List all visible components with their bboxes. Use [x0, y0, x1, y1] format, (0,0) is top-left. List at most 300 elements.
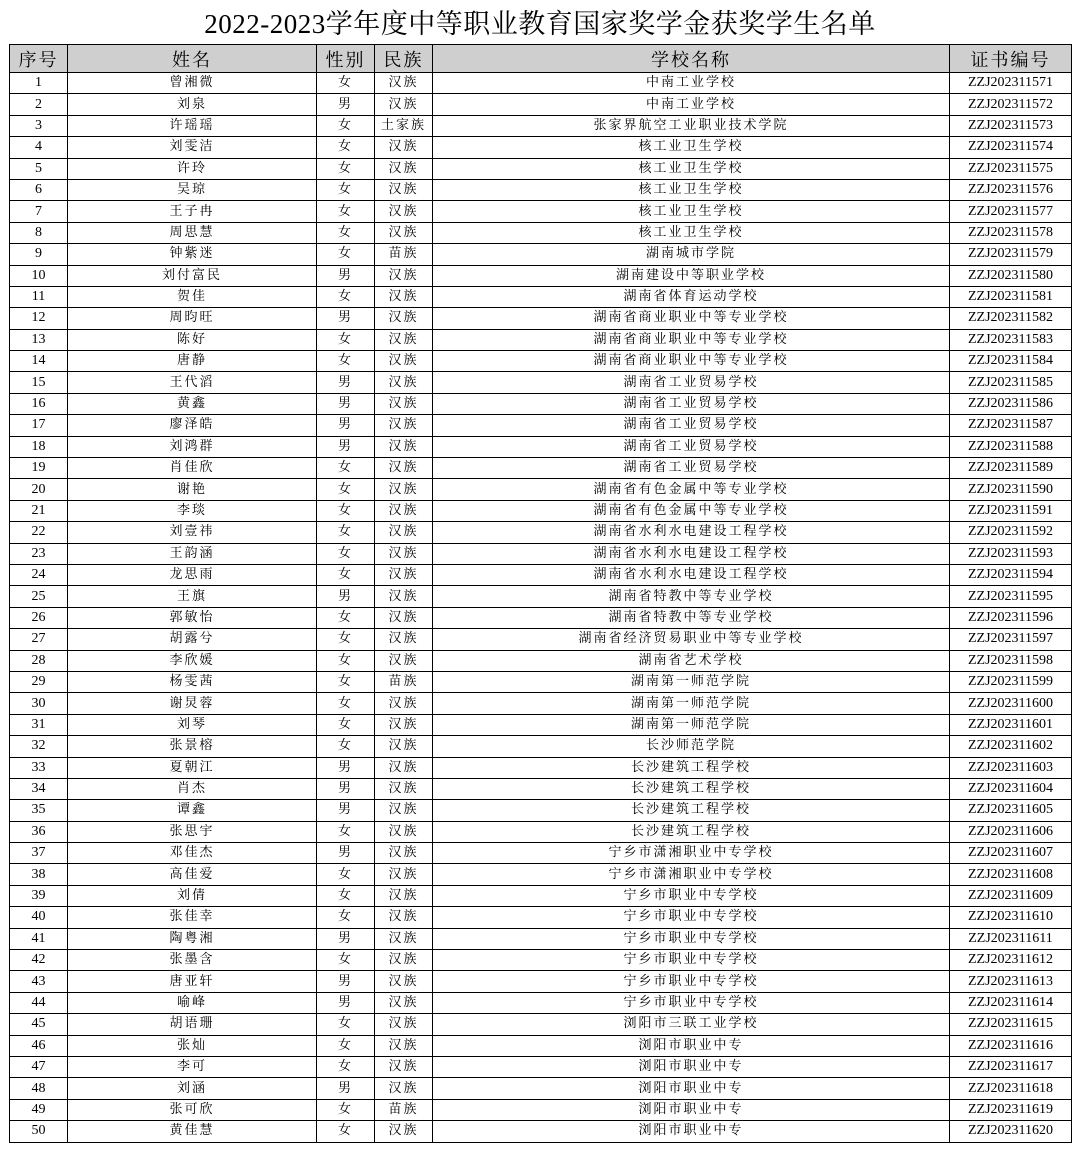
cell-ethnicity: 汉族	[375, 736, 433, 757]
table-row	[10, 222, 1072, 243]
cell-certificate-number: ZZJ202311611	[950, 928, 1072, 949]
cell-certificate-number: ZZJ202311620	[950, 1121, 1072, 1142]
header-school: 学校名称	[433, 45, 950, 73]
cell-serial-number: 12	[10, 308, 68, 329]
cell-name: 吴琼	[68, 179, 317, 200]
cell-certificate-number: ZZJ202311602	[950, 736, 1072, 757]
cell-ethnicity: 汉族	[375, 821, 433, 842]
cell-serial-number: 21	[10, 500, 68, 521]
cell-certificate-number: ZZJ202311600	[950, 693, 1072, 714]
cell-certificate-number: ZZJ202311598	[950, 650, 1072, 671]
cell-school: 浏阳市三联工业学校	[433, 1014, 950, 1035]
cell-name: 胡露兮	[68, 629, 317, 650]
cell-school: 湖南城市学院	[433, 244, 950, 265]
cell-gender: 女	[317, 201, 375, 222]
table-row	[10, 436, 1072, 457]
cell-school: 湖南省水利水电建设工程学校	[433, 564, 950, 585]
cell-name: 张可欣	[68, 1099, 317, 1120]
cell-name: 刘泉	[68, 94, 317, 115]
table-row	[10, 286, 1072, 307]
cell-gender: 男	[317, 778, 375, 799]
cell-certificate-number: ZZJ202311616	[950, 1035, 1072, 1056]
cell-ethnicity: 汉族	[375, 1035, 433, 1056]
cell-serial-number: 10	[10, 265, 68, 286]
document-title: 2022-2023学年度中等职业教育国家奖学金获奖学生名单	[204, 9, 876, 39]
cell-serial-number: 25	[10, 586, 68, 607]
cell-ethnicity: 汉族	[375, 586, 433, 607]
cell-certificate-number: ZZJ202311599	[950, 671, 1072, 692]
table-row	[10, 1035, 1072, 1056]
cell-serial-number: 17	[10, 415, 68, 436]
cell-name: 胡语珊	[68, 1014, 317, 1035]
cell-name: 邓佳杰	[68, 843, 317, 864]
cell-school: 湖南省工业贸易学校	[433, 415, 950, 436]
cell-certificate-number: ZZJ202311577	[950, 201, 1072, 222]
cell-serial-number: 6	[10, 179, 68, 200]
cell-school: 宁乡市职业中专学校	[433, 992, 950, 1013]
cell-serial-number: 26	[10, 607, 68, 628]
cell-serial-number: 14	[10, 351, 68, 372]
cell-serial-number: 24	[10, 564, 68, 585]
cell-ethnicity: 汉族	[375, 800, 433, 821]
cell-certificate-number: ZZJ202311605	[950, 800, 1072, 821]
cell-school: 湖南省有色金属中等专业学校	[433, 500, 950, 521]
cell-ethnicity: 汉族	[375, 522, 433, 543]
cell-name: 杨雯茜	[68, 671, 317, 692]
table-row	[10, 500, 1072, 521]
table-row	[10, 821, 1072, 842]
cell-certificate-number: ZZJ202311595	[950, 586, 1072, 607]
cell-ethnicity: 汉族	[375, 500, 433, 521]
cell-ethnicity: 汉族	[375, 415, 433, 436]
cell-name: 刘付富民	[68, 265, 317, 286]
cell-name: 李可	[68, 1056, 317, 1077]
cell-gender: 男	[317, 436, 375, 457]
table-row	[10, 714, 1072, 735]
cell-name: 黄佳慧	[68, 1121, 317, 1142]
cell-school: 核工业卫生学校	[433, 179, 950, 200]
cell-serial-number: 2	[10, 94, 68, 115]
cell-gender: 女	[317, 1099, 375, 1120]
cell-certificate-number: ZZJ202311615	[950, 1014, 1072, 1035]
table-row	[10, 650, 1072, 671]
cell-certificate-number: ZZJ202311590	[950, 479, 1072, 500]
cell-name: 黄鑫	[68, 393, 317, 414]
table-row	[10, 265, 1072, 286]
cell-school: 宁乡市潇湘职业中专学校	[433, 843, 950, 864]
cell-ethnicity: 汉族	[375, 94, 433, 115]
cell-name: 陶粤湘	[68, 928, 317, 949]
cell-ethnicity: 汉族	[375, 265, 433, 286]
header-ethnicity: 民族	[375, 45, 433, 73]
cell-gender: 女	[317, 158, 375, 179]
cell-certificate-number: ZZJ202311587	[950, 415, 1072, 436]
cell-ethnicity: 汉族	[375, 864, 433, 885]
cell-certificate-number: ZZJ202311617	[950, 1056, 1072, 1077]
cell-gender: 女	[317, 351, 375, 372]
cell-certificate-number: ZZJ202311589	[950, 458, 1072, 479]
cell-gender: 女	[317, 714, 375, 735]
cell-certificate-number: ZZJ202311596	[950, 607, 1072, 628]
cell-serial-number: 43	[10, 971, 68, 992]
cell-ethnicity: 汉族	[375, 950, 433, 971]
table-row	[10, 586, 1072, 607]
cell-serial-number: 48	[10, 1078, 68, 1099]
cell-name: 周昀旺	[68, 308, 317, 329]
cell-name: 钟紫迷	[68, 244, 317, 265]
cell-name: 王旗	[68, 586, 317, 607]
cell-ethnicity: 汉族	[375, 757, 433, 778]
cell-serial-number: 9	[10, 244, 68, 265]
cell-certificate-number: ZZJ202311618	[950, 1078, 1072, 1099]
cell-certificate-number: ZZJ202311597	[950, 629, 1072, 650]
cell-serial-number: 5	[10, 158, 68, 179]
cell-certificate-number: ZZJ202311586	[950, 393, 1072, 414]
cell-name: 肖佳欣	[68, 458, 317, 479]
cell-serial-number: 49	[10, 1099, 68, 1120]
cell-ethnicity: 汉族	[375, 1014, 433, 1035]
cell-certificate-number: ZZJ202311581	[950, 286, 1072, 307]
cell-school: 长沙建筑工程学校	[433, 778, 950, 799]
table-row	[10, 201, 1072, 222]
cell-school: 湖南省商业职业中等专业学校	[433, 351, 950, 372]
cell-serial-number: 31	[10, 714, 68, 735]
cell-certificate-number: ZZJ202311609	[950, 885, 1072, 906]
cell-ethnicity: 汉族	[375, 436, 433, 457]
table-row	[10, 864, 1072, 885]
header-gender: 性别	[317, 45, 375, 73]
cell-ethnicity: 汉族	[375, 650, 433, 671]
cell-name: 刘雯洁	[68, 137, 317, 158]
cell-serial-number: 46	[10, 1035, 68, 1056]
cell-name: 郭敏怡	[68, 607, 317, 628]
table-row	[10, 479, 1072, 500]
cell-ethnicity: 汉族	[375, 372, 433, 393]
cell-serial-number: 28	[10, 650, 68, 671]
cell-serial-number: 34	[10, 778, 68, 799]
cell-certificate-number: ZZJ202311584	[950, 351, 1072, 372]
cell-gender: 女	[317, 864, 375, 885]
cell-name: 唐亚轩	[68, 971, 317, 992]
cell-serial-number: 7	[10, 201, 68, 222]
cell-name: 刘鸿群	[68, 436, 317, 457]
cell-school: 湖南建设中等职业学校	[433, 265, 950, 286]
cell-ethnicity: 汉族	[375, 1078, 433, 1099]
cell-school: 宁乡市职业中专学校	[433, 907, 950, 928]
cell-certificate-number: ZZJ202311580	[950, 265, 1072, 286]
table-row	[10, 564, 1072, 585]
cell-name: 张佳幸	[68, 907, 317, 928]
cell-certificate-number: ZZJ202311579	[950, 244, 1072, 265]
table-row	[10, 607, 1072, 628]
cell-certificate-number: ZZJ202311576	[950, 179, 1072, 200]
cell-gender: 女	[317, 479, 375, 500]
cell-certificate-number: ZZJ202311604	[950, 778, 1072, 799]
cell-school: 长沙师范学院	[433, 736, 950, 757]
cell-serial-number: 45	[10, 1014, 68, 1035]
table-header	[10, 45, 1072, 73]
cell-gender: 女	[317, 564, 375, 585]
cell-name: 贺佳	[68, 286, 317, 307]
cell-ethnicity: 汉族	[375, 179, 433, 200]
cell-ethnicity: 汉族	[375, 286, 433, 307]
cell-school: 浏阳市职业中专	[433, 1099, 950, 1120]
cell-name: 王韵涵	[68, 543, 317, 564]
table-row	[10, 415, 1072, 436]
cell-certificate-number: ZZJ202311574	[950, 137, 1072, 158]
cell-gender: 女	[317, 500, 375, 521]
table-row	[10, 950, 1072, 971]
cell-ethnicity: 汉族	[375, 564, 433, 585]
cell-school: 湖南省工业贸易学校	[433, 458, 950, 479]
table-row	[10, 885, 1072, 906]
cell-ethnicity: 汉族	[375, 693, 433, 714]
cell-serial-number: 33	[10, 757, 68, 778]
cell-name: 刘涵	[68, 1078, 317, 1099]
cell-certificate-number: ZZJ202311583	[950, 329, 1072, 350]
cell-school: 宁乡市职业中专学校	[433, 950, 950, 971]
award-roster-table	[9, 44, 1072, 1143]
cell-school: 湖南省工业贸易学校	[433, 372, 950, 393]
cell-school: 湖南第一师范学院	[433, 693, 950, 714]
cell-school: 湖南省有色金属中等专业学校	[433, 479, 950, 500]
cell-serial-number: 38	[10, 864, 68, 885]
cell-gender: 男	[317, 265, 375, 286]
cell-certificate-number: ZZJ202311591	[950, 500, 1072, 521]
cell-school: 湖南省艺术学校	[433, 650, 950, 671]
cell-serial-number: 15	[10, 372, 68, 393]
cell-ethnicity: 汉族	[375, 222, 433, 243]
cell-school: 湖南省体育运动学校	[433, 286, 950, 307]
cell-serial-number: 36	[10, 821, 68, 842]
cell-ethnicity: 汉族	[375, 329, 433, 350]
cell-school: 宁乡市职业中专学校	[433, 971, 950, 992]
cell-school: 宁乡市潇湘职业中专学校	[433, 864, 950, 885]
cell-name: 谢炅蓉	[68, 693, 317, 714]
cell-ethnicity: 苗族	[375, 244, 433, 265]
cell-ethnicity: 汉族	[375, 971, 433, 992]
cell-certificate-number: ZZJ202311594	[950, 564, 1072, 585]
cell-serial-number: 44	[10, 992, 68, 1013]
cell-ethnicity: 汉族	[375, 308, 433, 329]
cell-gender: 女	[317, 179, 375, 200]
cell-serial-number: 18	[10, 436, 68, 457]
cell-name: 张景榕	[68, 736, 317, 757]
cell-serial-number: 4	[10, 137, 68, 158]
cell-gender: 男	[317, 992, 375, 1013]
cell-ethnicity: 汉族	[375, 479, 433, 500]
cell-gender: 男	[317, 971, 375, 992]
cell-gender: 男	[317, 415, 375, 436]
cell-serial-number: 50	[10, 1121, 68, 1142]
cell-gender: 女	[317, 607, 375, 628]
cell-gender: 女	[317, 736, 375, 757]
table-row	[10, 137, 1072, 158]
cell-school: 浏阳市职业中专	[433, 1121, 950, 1142]
cell-school: 湖南省特教中等专业学校	[433, 607, 950, 628]
cell-gender: 男	[317, 843, 375, 864]
cell-name: 王代滔	[68, 372, 317, 393]
cell-certificate-number: ZZJ202311593	[950, 543, 1072, 564]
cell-certificate-number: ZZJ202311601	[950, 714, 1072, 735]
cell-school: 湖南省商业职业中等专业学校	[433, 308, 950, 329]
cell-certificate-number: ZZJ202311582	[950, 308, 1072, 329]
cell-ethnicity: 苗族	[375, 1099, 433, 1120]
table-row	[10, 671, 1072, 692]
cell-ethnicity: 汉族	[375, 992, 433, 1013]
cell-gender: 女	[317, 629, 375, 650]
table-row	[10, 94, 1072, 115]
table-row	[10, 73, 1072, 94]
cell-ethnicity: 土家族	[375, 115, 433, 136]
cell-serial-number: 29	[10, 671, 68, 692]
cell-ethnicity: 汉族	[375, 158, 433, 179]
cell-school: 宁乡市职业中专学校	[433, 928, 950, 949]
cell-name: 龙思雨	[68, 564, 317, 585]
cell-name: 曾湘微	[68, 73, 317, 94]
cell-certificate-number: ZZJ202311585	[950, 372, 1072, 393]
table-row	[10, 1121, 1072, 1142]
cell-certificate-number: ZZJ202311608	[950, 864, 1072, 885]
cell-serial-number: 19	[10, 458, 68, 479]
cell-ethnicity: 汉族	[375, 543, 433, 564]
cell-certificate-number: ZZJ202311603	[950, 757, 1072, 778]
cell-school: 湖南省工业贸易学校	[433, 436, 950, 457]
table-row	[10, 736, 1072, 757]
cell-serial-number: 27	[10, 629, 68, 650]
cell-school: 核工业卫生学校	[433, 201, 950, 222]
header-row	[10, 45, 1072, 73]
cell-ethnicity: 汉族	[375, 73, 433, 94]
cell-name: 李欣媛	[68, 650, 317, 671]
cell-gender: 男	[317, 928, 375, 949]
table-body	[10, 73, 1072, 1143]
cell-gender: 女	[317, 543, 375, 564]
cell-school: 湖南省经济贸易职业中等专业学校	[433, 629, 950, 650]
cell-serial-number: 37	[10, 843, 68, 864]
cell-name: 陈好	[68, 329, 317, 350]
cell-gender: 男	[317, 757, 375, 778]
cell-gender: 男	[317, 1078, 375, 1099]
cell-serial-number: 30	[10, 693, 68, 714]
cell-gender: 女	[317, 244, 375, 265]
cell-school: 长沙建筑工程学校	[433, 800, 950, 821]
cell-school: 湖南省特教中等专业学校	[433, 586, 950, 607]
cell-gender: 女	[317, 1014, 375, 1035]
cell-school: 湖南省水利水电建设工程学校	[433, 543, 950, 564]
table-row	[10, 458, 1072, 479]
cell-name: 廖泽皓	[68, 415, 317, 436]
table-row	[10, 778, 1072, 799]
cell-name: 张墨含	[68, 950, 317, 971]
cell-certificate-number: ZZJ202311571	[950, 73, 1072, 94]
cell-certificate-number: ZZJ202311607	[950, 843, 1072, 864]
table-row	[10, 372, 1072, 393]
cell-certificate-number: ZZJ202311613	[950, 971, 1072, 992]
cell-ethnicity: 汉族	[375, 885, 433, 906]
cell-ethnicity: 苗族	[375, 671, 433, 692]
cell-school: 长沙建筑工程学校	[433, 757, 950, 778]
cell-school: 浏阳市职业中专	[433, 1056, 950, 1077]
cell-name: 张灿	[68, 1035, 317, 1056]
cell-serial-number: 40	[10, 907, 68, 928]
cell-serial-number: 16	[10, 393, 68, 414]
table-row	[10, 693, 1072, 714]
cell-gender: 男	[317, 94, 375, 115]
cell-certificate-number: ZZJ202311606	[950, 821, 1072, 842]
cell-name: 喻峰	[68, 992, 317, 1013]
cell-name: 张思宇	[68, 821, 317, 842]
cell-name: 王子冉	[68, 201, 317, 222]
cell-name: 唐静	[68, 351, 317, 372]
cell-certificate-number: ZZJ202311614	[950, 992, 1072, 1013]
table-row	[10, 522, 1072, 543]
cell-serial-number: 42	[10, 950, 68, 971]
cell-serial-number: 11	[10, 286, 68, 307]
header-name: 姓名	[68, 45, 317, 73]
cell-name: 谭鑫	[68, 800, 317, 821]
cell-gender: 女	[317, 1056, 375, 1077]
cell-ethnicity: 汉族	[375, 137, 433, 158]
cell-gender: 女	[317, 286, 375, 307]
cell-name: 高佳爱	[68, 864, 317, 885]
cell-school: 核工业卫生学校	[433, 222, 950, 243]
cell-serial-number: 41	[10, 928, 68, 949]
cell-name: 肖杰	[68, 778, 317, 799]
cell-school: 张家界航空工业职业技术学院	[433, 115, 950, 136]
table-row	[10, 992, 1072, 1013]
cell-name: 刘壹祎	[68, 522, 317, 543]
cell-gender: 女	[317, 222, 375, 243]
cell-name: 许玲	[68, 158, 317, 179]
cell-serial-number: 32	[10, 736, 68, 757]
cell-ethnicity: 汉族	[375, 778, 433, 799]
cell-ethnicity: 汉族	[375, 458, 433, 479]
cell-certificate-number: ZZJ202311572	[950, 94, 1072, 115]
cell-serial-number: 3	[10, 115, 68, 136]
table-row	[10, 244, 1072, 265]
cell-gender: 女	[317, 115, 375, 136]
cell-serial-number: 13	[10, 329, 68, 350]
table-row	[10, 1099, 1072, 1120]
cell-gender: 女	[317, 522, 375, 543]
cell-gender: 女	[317, 821, 375, 842]
cell-gender: 女	[317, 693, 375, 714]
cell-school: 宁乡市职业中专学校	[433, 885, 950, 906]
table-row	[10, 351, 1072, 372]
table-row	[10, 907, 1072, 928]
table-row	[10, 179, 1072, 200]
cell-school: 核工业卫生学校	[433, 158, 950, 179]
cell-serial-number: 8	[10, 222, 68, 243]
cell-name: 周思慧	[68, 222, 317, 243]
cell-school: 浏阳市职业中专	[433, 1035, 950, 1056]
cell-serial-number: 35	[10, 800, 68, 821]
cell-name: 刘倩	[68, 885, 317, 906]
table-row	[10, 629, 1072, 650]
cell-gender: 女	[317, 671, 375, 692]
cell-ethnicity: 汉族	[375, 714, 433, 735]
cell-serial-number: 20	[10, 479, 68, 500]
cell-ethnicity: 汉族	[375, 351, 433, 372]
header-serial-number: 序号	[10, 45, 68, 73]
cell-ethnicity: 汉族	[375, 629, 433, 650]
cell-school: 中南工业学校	[433, 94, 950, 115]
cell-school: 中南工业学校	[433, 73, 950, 94]
cell-name: 刘琴	[68, 714, 317, 735]
cell-certificate-number: ZZJ202311612	[950, 950, 1072, 971]
cell-serial-number: 22	[10, 522, 68, 543]
